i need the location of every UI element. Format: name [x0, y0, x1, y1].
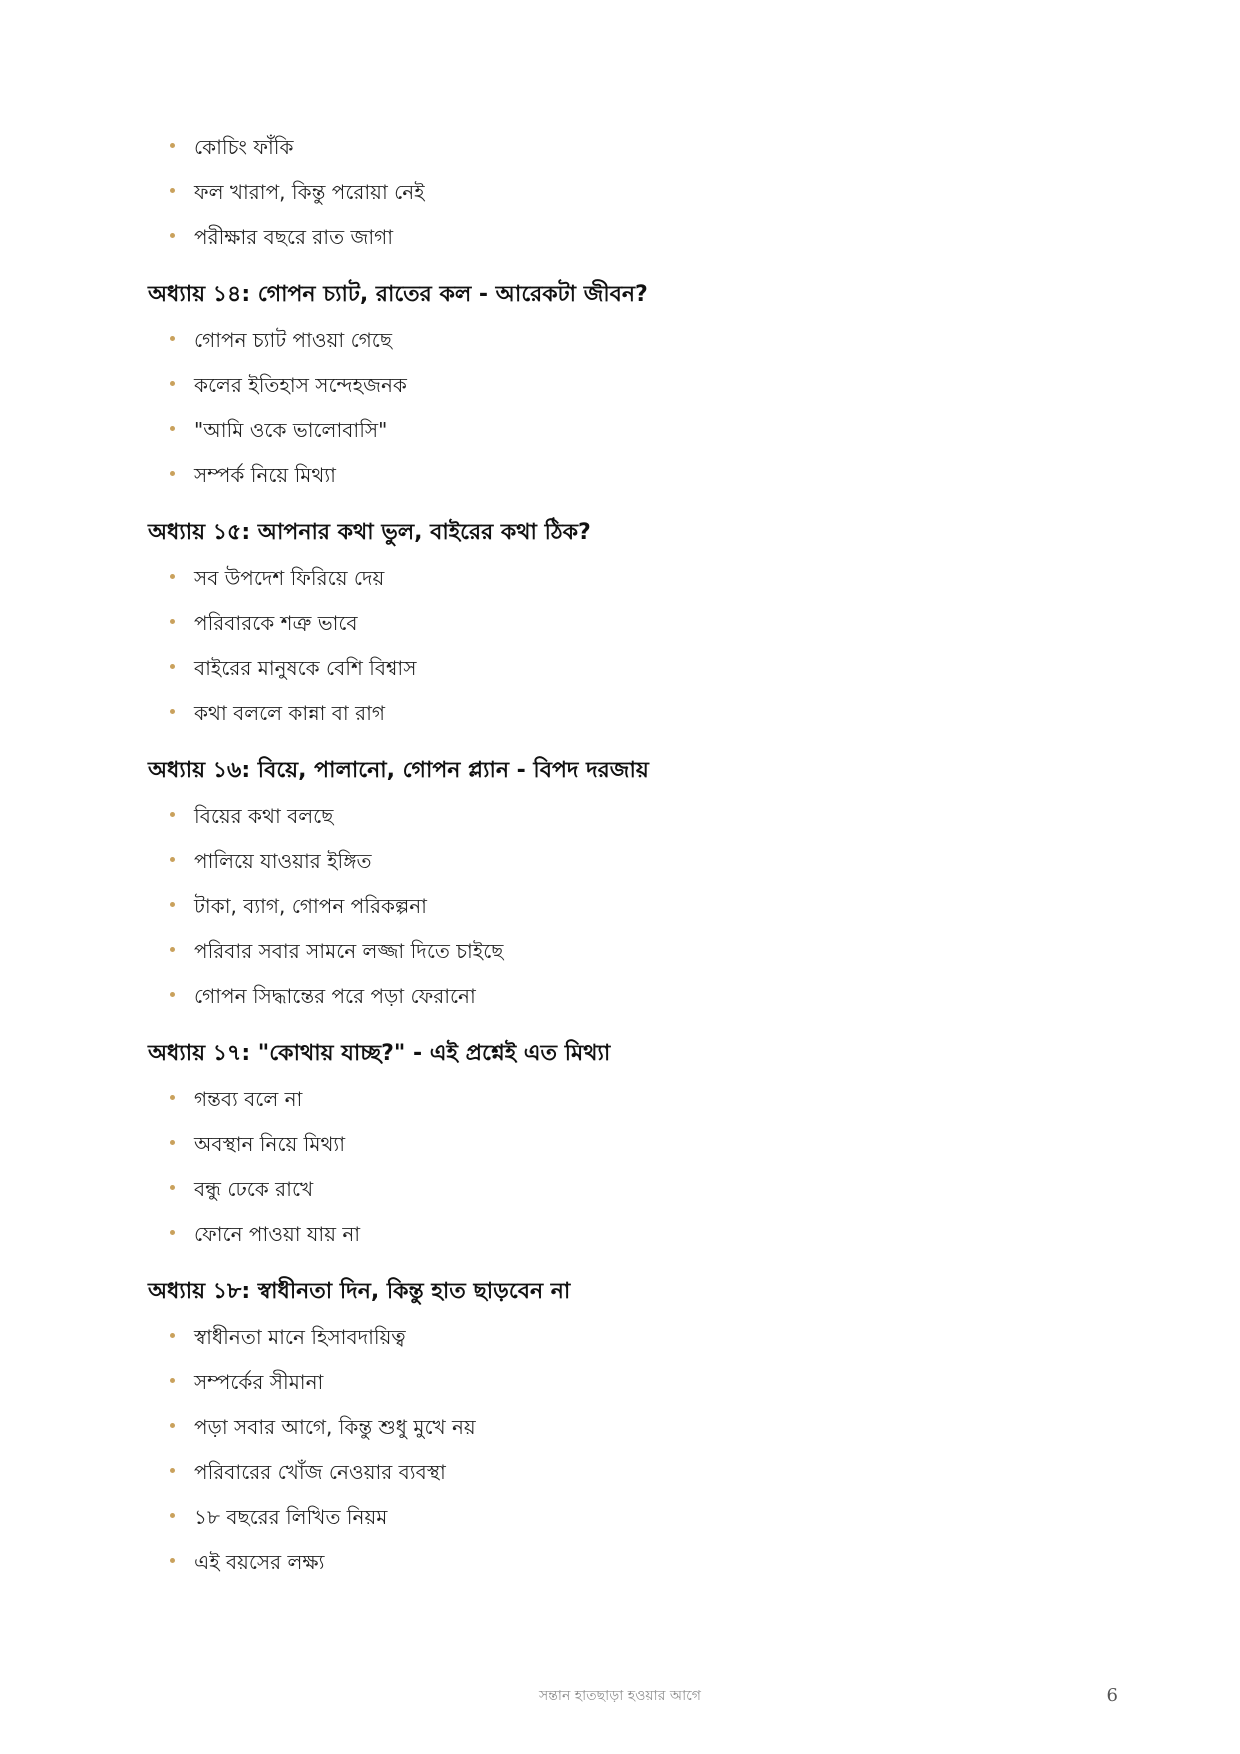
bullet-icon	[170, 143, 175, 148]
chapter-bullet-list	[148, 563, 1108, 743]
bullet-icon	[170, 188, 175, 193]
list-item	[170, 1084, 1108, 1129]
list-item	[170, 325, 1108, 370]
list-item	[170, 698, 1108, 743]
chapter-heading: অধ্যায় ১৭: "কোথায় যাচ্ছ?" - এই প্রশ্নেই এত মিথ্যা	[148, 1041, 611, 1066]
bullet-icon	[170, 1095, 175, 1100]
bullet-icon	[170, 471, 175, 476]
bullet-icon	[170, 619, 175, 624]
list-item-text: কলের ইতিহাস সন্দেহজনক	[194, 373, 407, 397]
page-content	[148, 132, 1108, 1592]
list-item-text: পড়া সবার আগে, কিন্তু শুধু মুখে নয়	[194, 1415, 476, 1439]
bullet-icon	[170, 902, 175, 907]
chapter-heading: অধ্যায় ১৮: স্বাধীনতা দিন, কিন্তু হাত ছাড়বেন না	[148, 1279, 571, 1304]
chapter-15-section	[148, 515, 1108, 743]
chapter-bullet-list	[148, 1084, 1108, 1264]
list-item-text: বাইরের মানুষকে বেশি বিশ্বাস	[194, 656, 417, 680]
list-item-text: পরীক্ষার বছরে রাত জাগা	[194, 225, 394, 249]
bullet-icon	[170, 336, 175, 341]
list-item-text: পরিবারের খোঁজ নেওয়ার ব্যবস্থা	[194, 1460, 446, 1484]
list-item-text: ১৮ বছরের লিখিত নিয়ম	[194, 1505, 388, 1529]
list-item	[170, 891, 1108, 936]
chapter-14-section	[148, 277, 1108, 505]
bullet-icon	[170, 664, 175, 669]
list-item-text: টাকা, ব্যাগ, গোপন পরিকল্পনা	[194, 894, 427, 918]
list-item	[170, 936, 1108, 981]
bullet-icon	[170, 857, 175, 862]
chapter-17-section	[148, 1036, 1108, 1264]
bullet-icon	[170, 1230, 175, 1235]
chapter-heading: অধ্যায় ১৬: বিয়ে, পালানো, গোপন প্ল্যান - বিপদ দরজায়	[148, 758, 649, 783]
page-number: 6	[1106, 1685, 1118, 1706]
list-item-text: গন্তব্য বলে না	[194, 1087, 303, 1111]
bullet-icon	[170, 709, 175, 714]
list-item	[170, 222, 1108, 267]
list-item-text: কথা বললে কান্না বা রাগ	[194, 701, 385, 725]
bullet-icon	[170, 1378, 175, 1383]
list-item-text: পরিবার সবার সামনে লজ্জা দিতে চাইছে	[194, 939, 504, 963]
list-item-text: সব উপদেশ ফিরিয়ে দেয়	[194, 566, 385, 590]
list-item-text: বন্ধু ঢেকে রাখে	[194, 1177, 314, 1201]
bullet-icon	[170, 1185, 175, 1190]
bullet-icon	[170, 574, 175, 579]
list-item-text: ফল খারাপ, কিন্তু পরোয়া নেই	[194, 180, 425, 204]
bullet-icon	[170, 947, 175, 952]
chapter-16-section	[148, 753, 1108, 1026]
list-item	[170, 1322, 1108, 1367]
footer-book-title: সন্তান হাতছাড়া হওয়ার আগে	[539, 1688, 701, 1704]
chapter-18-section	[148, 1274, 1108, 1592]
list-item	[170, 1502, 1108, 1547]
list-item	[170, 1219, 1108, 1264]
list-item	[170, 460, 1108, 505]
list-item-text: বিয়ের কথা বলছে	[194, 804, 334, 828]
list-item	[170, 608, 1108, 653]
list-item	[170, 177, 1108, 222]
chapter-bullet-list	[148, 801, 1108, 1026]
intro-bullet-list	[148, 132, 1108, 267]
list-item	[170, 1129, 1108, 1174]
list-item-text: "আমি ওকে ভালোবাসি"	[194, 418, 388, 442]
bullet-icon	[170, 1140, 175, 1145]
list-item	[170, 846, 1108, 891]
bullet-icon	[170, 1468, 175, 1473]
list-item	[170, 1174, 1108, 1219]
bullet-icon	[170, 1333, 175, 1338]
chapter-bullet-list	[148, 1322, 1108, 1592]
list-item	[170, 1367, 1108, 1412]
chapter-bullet-list	[148, 325, 1108, 505]
list-item	[170, 132, 1108, 177]
list-item-text: ফোনে পাওয়া যায় না	[194, 1222, 361, 1246]
bullet-icon	[170, 426, 175, 431]
bullet-icon	[170, 381, 175, 386]
bullet-icon	[170, 233, 175, 238]
list-item	[170, 563, 1108, 608]
list-item-text: সম্পর্কের সীমানা	[194, 1370, 324, 1394]
list-item	[170, 801, 1108, 846]
list-item	[170, 415, 1108, 460]
list-item-text: পালিয়ে যাওয়ার ইঙ্গিত	[194, 849, 372, 873]
list-item	[170, 1457, 1108, 1502]
chapter-heading: অধ্যায় ১৪: গোপন চ্যাট, রাতের কল - আরেকটা জীবন?	[148, 282, 648, 307]
bullet-icon	[170, 992, 175, 997]
bullet-icon	[170, 1558, 175, 1563]
list-item-text: সম্পর্ক নিয়ে মিথ্যা	[194, 463, 336, 487]
list-item-text: কোচিং ফাঁকি	[194, 135, 294, 159]
list-item-text: অবস্থান নিয়ে মিথ্যা	[194, 1132, 345, 1156]
chapter-heading: অধ্যায় ১৫: আপনার কথা ভুল, বাইরের কথা ঠিক?	[148, 520, 591, 545]
bullet-icon	[170, 1513, 175, 1518]
page-footer	[0, 1684, 1240, 1708]
list-item	[170, 1547, 1108, 1592]
bullet-icon	[170, 1423, 175, 1428]
list-item	[170, 1412, 1108, 1457]
list-item	[170, 370, 1108, 415]
list-item-text: এই বয়সের লক্ষ্য	[194, 1550, 325, 1574]
list-item-text: স্বাধীনতা মানে হিসাবদায়িত্ব	[194, 1325, 406, 1349]
list-item-text: পরিবারকে শত্রু ভাবে	[194, 611, 358, 635]
list-item	[170, 653, 1108, 698]
list-item-text: গোপন সিদ্ধান্তের পরে পড়া ফেরানো	[194, 984, 476, 1008]
bullet-icon	[170, 812, 175, 817]
list-item-text: গোপন চ্যাট পাওয়া গেছে	[194, 328, 392, 352]
list-item	[170, 981, 1108, 1026]
